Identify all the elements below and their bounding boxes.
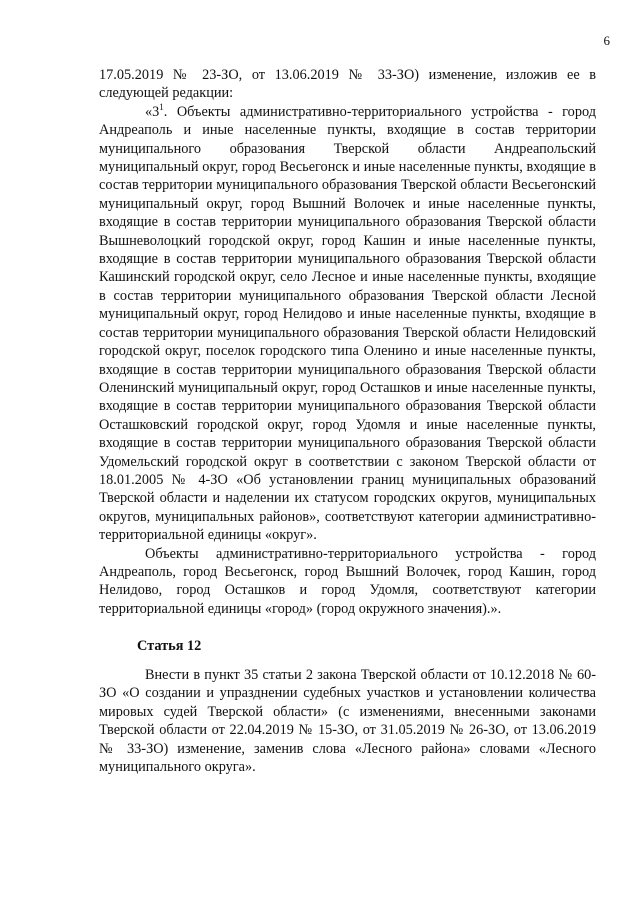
clause-number: «3 (145, 103, 160, 120)
paragraph-article-12: Внести в пункт 35 статьи 2 закона Тверской области от 10.12.2018 № 60-ЗО «О создании и упразднении судебных участков и установлении количества мировых судей Тверской области» (с изменениями, внесенными законами Тверской области от 22.04.2019 № 15-ЗО, от 31.05.2019 № 26-ЗО, от 13.06.2019 № 33-ЗО) изменение, заменив слова «Лесного района» словами «Лесного муниципального округа». (99, 667, 596, 776)
paragraph-city-objects: Объекты административно-территориального устройства - город Андреаполь, город Весьегонск, город Вышний Волочек, город Кашин, город Нелидово, город Осташков и город Удомля, соответствуют категории территориальной единицы «город» (город окружного значения).». (99, 545, 596, 617)
paragraph-continuation: 17.05.2019 № 23-ЗО, от 13.06.2019 № 33-ЗО) изменение, изложив ее в следующей редакции: (99, 67, 596, 102)
article-heading: Статья 12 (137, 638, 202, 654)
article-heading-block (99, 637, 596, 655)
amendment-text-block (99, 66, 596, 618)
clause-superscript: 1 (159, 102, 164, 113)
clause-text: . Объекты административно-территориального устройства - город Андреаполь и иные населенные пункты, входящие в состав территории муниципального образования Тверской области Андреапольский муниципальный округ, город Весьегонск и иные населенные пункты, входящие в состав территории муниципального образования Тверской области Весьегонский муниципальный округ, город Вышний Волочек и иные населенные пункты, входящие в состав территории муниципального образования Тверской области Вышневолоцкий городской округ, город Кашин и иные населенные пункты, входящие в состав территории муниципального образования Тверской области Кашинский городской округ, село Лесное и иные населенные пункты, входящие в состав территории муниципального образования Тверской области Лесной муниципальный округ, город Нелидово и иные населенные пункты, входящие в состав территории муниципального образования Тверской области Нелидовский городской округ, поселок городского типа Оленино и иные населенные пункты, входящие в состав территории муниципального образования Тверской области Оленинский муниципальный округ, город Осташков и иные населенные пункты, входящие в состав территории муниципального образования Тверской области Осташковский городской округ, город Удомля и иные населенные пункты, входящие в состав территории муниципального образования Тверской области Удомельский городской округ в соответствии с законом Тверской области от 18.01.2005 № 4-ЗО «Об установлении границ муниципальных образований Тверской области и наделении их статусом городских округов, муниципальных округов, муниципальных районов», соответствуют категории административно-территориальной единицы «округ». (99, 103, 596, 544)
paragraph-new-wording (99, 103, 596, 545)
page-number: 6 (603, 33, 610, 48)
article-text-block (99, 666, 596, 776)
